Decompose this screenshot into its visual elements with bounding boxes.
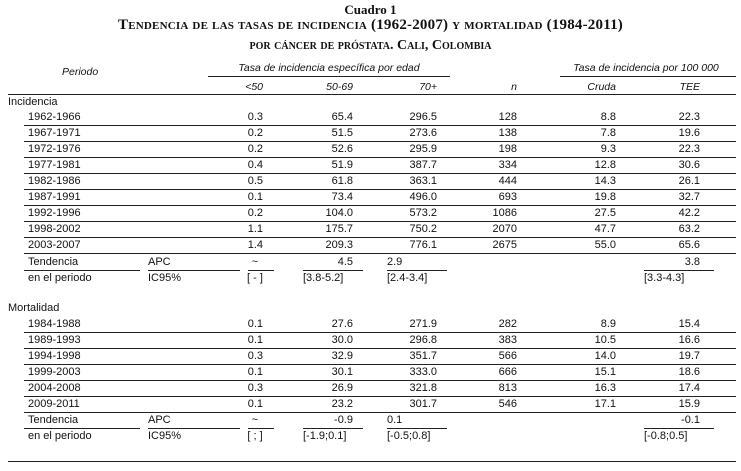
incidence-n-cell: 693 xyxy=(498,191,517,203)
incidence-period-cell: 1987-1991 xyxy=(28,191,81,203)
mortality-n-cell: 282 xyxy=(498,318,517,330)
incidence-a50-69-cell: 52.6 xyxy=(331,143,353,155)
mortality-a70-cell: 333.0 xyxy=(409,366,437,378)
incidence-a70-cell: 363.1 xyxy=(409,175,437,187)
mortality-lt50-cell: 0.1 xyxy=(247,398,263,410)
mortality-lt50-cell: 0.1 xyxy=(247,334,263,346)
incidence-lt50-cell: 1.4 xyxy=(247,239,263,251)
incidence-n-cell: 334 xyxy=(498,159,517,171)
incidence-tee-cell: 30.6 xyxy=(678,159,700,171)
incidence-lt50-cell: 1.1 xyxy=(247,223,263,235)
mortality-tee-cell: 15.9 xyxy=(678,398,700,410)
incidence-row-rule xyxy=(24,205,736,206)
incidence-a70-cell: 776.1 xyxy=(409,239,437,251)
incidence-tee-cell: 42.2 xyxy=(678,207,700,219)
incidence-n-cell: 2675 xyxy=(492,239,517,251)
mortality-trend-label-2: en el periodo xyxy=(28,430,92,442)
mortality-tee-cell: 16.6 xyxy=(678,334,700,346)
header-period: Periodo xyxy=(62,66,99,78)
incidence-period-cell: 2003-2007 xyxy=(28,239,81,251)
incidence-ic-lt50: [ - ] xyxy=(247,272,263,284)
mortality-cruda-cell: 10.5 xyxy=(594,334,616,346)
incidence-lt50-cell: 0.2 xyxy=(247,127,263,139)
mortality-row-rule xyxy=(24,364,736,365)
mortality-a70-cell: 301.7 xyxy=(409,398,437,410)
mortality-trend-rule xyxy=(24,428,140,429)
incidence-trend-rule xyxy=(387,270,447,271)
header-age-group: Tasa de incidencia específica por edad xyxy=(238,62,420,74)
mortality-ic-70: [-0.5;0.8] xyxy=(387,430,431,442)
mortality-a50-69-cell: 26.9 xyxy=(331,382,353,394)
mortality-ic-tee: [-0.8;0.5] xyxy=(644,430,688,442)
mortality-n-cell: 813 xyxy=(498,382,517,394)
mortality-trend-rule xyxy=(248,428,274,429)
mortality-apc-lt50: ~ xyxy=(251,414,259,426)
mortality-cruda-cell: 8.9 xyxy=(600,318,616,330)
mortality-a50-69-cell: 27.6 xyxy=(331,318,353,330)
mortality-n-cell: 383 xyxy=(498,334,517,346)
mortality-n-cell: 566 xyxy=(498,350,517,362)
incidence-a70-cell: 273.6 xyxy=(409,127,437,139)
incidence-cruda-cell: 55.0 xyxy=(594,239,616,251)
mortality-ic-lt50: [ ; ] xyxy=(247,430,263,442)
mortality-cruda-cell: 16.3 xyxy=(594,382,616,394)
mortality-tee-cell: 18.6 xyxy=(678,366,700,378)
incidence-cruda-cell: 9.3 xyxy=(600,143,616,155)
incidence-cruda-cell: 27.5 xyxy=(594,207,616,219)
incidence-lt50-cell: 0.1 xyxy=(247,191,263,203)
mortality-period-cell: 1999-2003 xyxy=(28,366,81,378)
incidence-tee-cell: 26.1 xyxy=(678,175,700,187)
mortality-row-rule xyxy=(24,348,736,349)
mortality-n-cell: 666 xyxy=(498,366,517,378)
mortality-a50-69-cell: 32.9 xyxy=(331,350,353,362)
incidence-tee-cell: 22.3 xyxy=(678,111,700,123)
header-age-lt50: <50 xyxy=(245,81,263,93)
bottom-rule xyxy=(8,461,736,462)
mortality-trend-rule xyxy=(303,428,363,429)
mortality-row-rule xyxy=(24,396,736,397)
incidence-lt50-cell: 0.3 xyxy=(247,111,263,123)
incidence-a50-69-cell: 104.0 xyxy=(325,207,353,219)
incidence-cruda-cell: 19.8 xyxy=(594,191,616,203)
incidence-cruda-cell: 7.8 xyxy=(600,127,616,139)
incidence-cruda-cell: 14.3 xyxy=(594,175,616,187)
incidence-lt50-cell: 0.5 xyxy=(247,175,263,187)
incidence-n-cell: 138 xyxy=(498,127,517,139)
incidence-a70-cell: 573.2 xyxy=(409,207,437,219)
incidence-n-cell: 1086 xyxy=(492,207,517,219)
incidence-a70-cell: 750.2 xyxy=(409,223,437,235)
incidence-n-cell: 128 xyxy=(498,111,517,123)
incidence-trend-rule xyxy=(303,270,363,271)
mortality-trend-rule xyxy=(148,428,240,429)
header-n: n xyxy=(511,81,517,93)
incidence-trend-label-2: en el periodo xyxy=(28,272,92,284)
mortality-lt50-cell: 0.1 xyxy=(247,366,263,378)
incidence-apc-tee: 3.8 xyxy=(684,256,700,268)
mortality-row-rule xyxy=(24,412,736,413)
mortality-cruda-cell: 15.1 xyxy=(594,366,616,378)
header-group-rule xyxy=(208,76,450,77)
section-mortality: Mortalidad xyxy=(8,302,60,314)
incidence-a70-cell: 296.5 xyxy=(409,111,437,123)
incidence-period-cell: 1977-1981 xyxy=(28,159,81,171)
header-rate-group: Tasa de incidencia por 100 000 xyxy=(573,62,719,74)
mortality-lt50-cell: 0.3 xyxy=(247,350,263,362)
mortality-a70-cell: 271.9 xyxy=(409,318,437,330)
incidence-row-rule xyxy=(24,253,736,254)
mortality-apc-70: 0.1 xyxy=(387,414,403,426)
mortality-a50-69-cell: 23.2 xyxy=(331,398,353,410)
mortality-row-rule xyxy=(24,332,736,333)
incidence-trend-label: Tendencia xyxy=(28,256,79,268)
incidence-a70-cell: 295.9 xyxy=(409,143,437,155)
mortality-cruda-cell: 17.1 xyxy=(594,398,616,410)
mortality-apc-50-69: -0.9 xyxy=(334,414,353,426)
mortality-period-cell: 1994-1998 xyxy=(28,350,81,362)
incidence-row-rule xyxy=(24,237,736,238)
incidence-n-cell: 444 xyxy=(498,175,517,187)
mortality-lt50-cell: 0.3 xyxy=(247,382,263,394)
incidence-trend-rule xyxy=(248,270,274,271)
incidence-a70-cell: 387.7 xyxy=(409,159,437,171)
incidence-trend-rule xyxy=(644,270,714,271)
incidence-ic-50-69: [3.8-5.2] xyxy=(303,272,344,284)
incidence-tee-cell: 19.6 xyxy=(678,127,700,139)
incidence-n-cell: 2070 xyxy=(492,223,517,235)
mortality-a70-cell: 296.8 xyxy=(409,334,437,346)
incidence-period-cell: 1962-1966 xyxy=(28,111,81,123)
mortality-cruda-cell: 14.0 xyxy=(594,350,616,362)
table-number: Cuadro 1 xyxy=(344,2,397,17)
incidence-trend-rule xyxy=(24,270,140,271)
incidence-a50-69-cell: 65.4 xyxy=(331,111,353,123)
incidence-lt50-cell: 0.2 xyxy=(247,207,263,219)
incidence-tee-cell: 22.3 xyxy=(678,143,700,155)
header-group-rule xyxy=(560,76,736,77)
mortality-trend-rule xyxy=(387,428,447,429)
incidence-cruda-cell: 8.8 xyxy=(600,111,616,123)
mortality-tee-cell: 19.7 xyxy=(678,350,700,362)
mortality-period-cell: 2004-2008 xyxy=(28,382,81,394)
incidence-a50-69-cell: 73.4 xyxy=(331,191,353,203)
mortality-a70-cell: 351.7 xyxy=(409,350,437,362)
incidence-apc-70: 2.9 xyxy=(387,256,403,268)
incidence-row-rule xyxy=(24,221,736,222)
incidence-ic-tee: [3.3-4.3] xyxy=(644,272,685,284)
incidence-a50-69-cell: 209.3 xyxy=(325,239,353,251)
incidence-a50-69-cell: 51.9 xyxy=(331,159,353,171)
incidence-cruda-cell: 47.7 xyxy=(594,223,616,235)
mortality-ic-50-69: [-1.9;0.1] xyxy=(303,430,347,442)
incidence-row-rule xyxy=(24,125,736,126)
header-rule xyxy=(8,94,736,95)
incidence-a50-69-cell: 51.5 xyxy=(331,127,353,139)
incidence-apc-label: APC xyxy=(148,256,171,268)
incidence-apc-lt50: ~ xyxy=(251,256,259,268)
incidence-period-cell: 1998-2002 xyxy=(28,223,81,235)
mortality-period-cell: 1984-1988 xyxy=(28,318,81,330)
incidence-ic-label: IC95% xyxy=(148,272,182,284)
incidence-period-cell: 1967-1971 xyxy=(28,127,81,139)
incidence-lt50-cell: 0.2 xyxy=(247,143,263,155)
incidence-period-cell: 1972-1976 xyxy=(28,143,81,155)
mortality-row-rule xyxy=(24,380,736,381)
incidence-ic-70: [2.4-3.4] xyxy=(387,272,428,284)
incidence-apc-50-69: 4.5 xyxy=(337,256,353,268)
incidence-cruda-cell: 12.8 xyxy=(594,159,616,171)
incidence-row-rule xyxy=(24,173,736,174)
incidence-trend-rule xyxy=(148,270,240,271)
header-age-70: 70+ xyxy=(419,81,437,93)
incidence-a70-cell: 496.0 xyxy=(409,191,437,203)
mortality-a70-cell: 321.8 xyxy=(409,382,437,394)
mortality-apc-label: APC xyxy=(148,414,171,426)
header-tee: TEE xyxy=(679,81,700,93)
incidence-row-rule xyxy=(24,157,736,158)
header-age-50-69: 50-69 xyxy=(326,81,353,93)
mortality-trend-rule xyxy=(644,428,714,429)
incidence-n-cell: 198 xyxy=(498,143,517,155)
incidence-lt50-cell: 0.4 xyxy=(247,159,263,171)
table-title: Tendencia de las tasas de incidencia (1962-2007) y mortalidad (1984-2011) xyxy=(118,17,623,33)
mortality-period-cell: 2009-2011 xyxy=(28,398,80,410)
incidence-a50-69-cell: 175.7 xyxy=(325,223,353,235)
mortality-apc-tee: -0.1 xyxy=(681,414,700,426)
incidence-a50-69-cell: 61.8 xyxy=(331,175,353,187)
incidence-tee-cell: 32.7 xyxy=(678,191,700,203)
incidence-row-rule xyxy=(24,189,736,190)
mortality-a50-69-cell: 30.1 xyxy=(331,366,353,378)
mortality-tee-cell: 17.4 xyxy=(678,382,700,394)
mortality-n-cell: 546 xyxy=(498,398,517,410)
mortality-trend-label: Tendencia xyxy=(28,414,79,426)
mortality-ic-label: IC95% xyxy=(148,430,182,442)
incidence-period-cell: 1982-1986 xyxy=(28,175,81,187)
incidence-period-cell: 1992-1996 xyxy=(28,207,81,219)
section-incidence: Incidencia xyxy=(8,96,58,108)
mortality-a50-69-cell: 30.0 xyxy=(331,334,353,346)
header-cruda: Cruda xyxy=(587,81,616,93)
mortality-lt50-cell: 0.1 xyxy=(247,318,263,330)
mortality-tee-cell: 15.4 xyxy=(678,318,700,330)
incidence-tee-cell: 65.6 xyxy=(678,239,700,251)
mortality-period-cell: 1989-1993 xyxy=(28,334,81,346)
incidence-row-rule xyxy=(24,141,736,142)
incidence-tee-cell: 63.2 xyxy=(678,223,700,235)
table-subtitle: por cáncer de próstata. Cali, Colombia xyxy=(249,38,492,53)
